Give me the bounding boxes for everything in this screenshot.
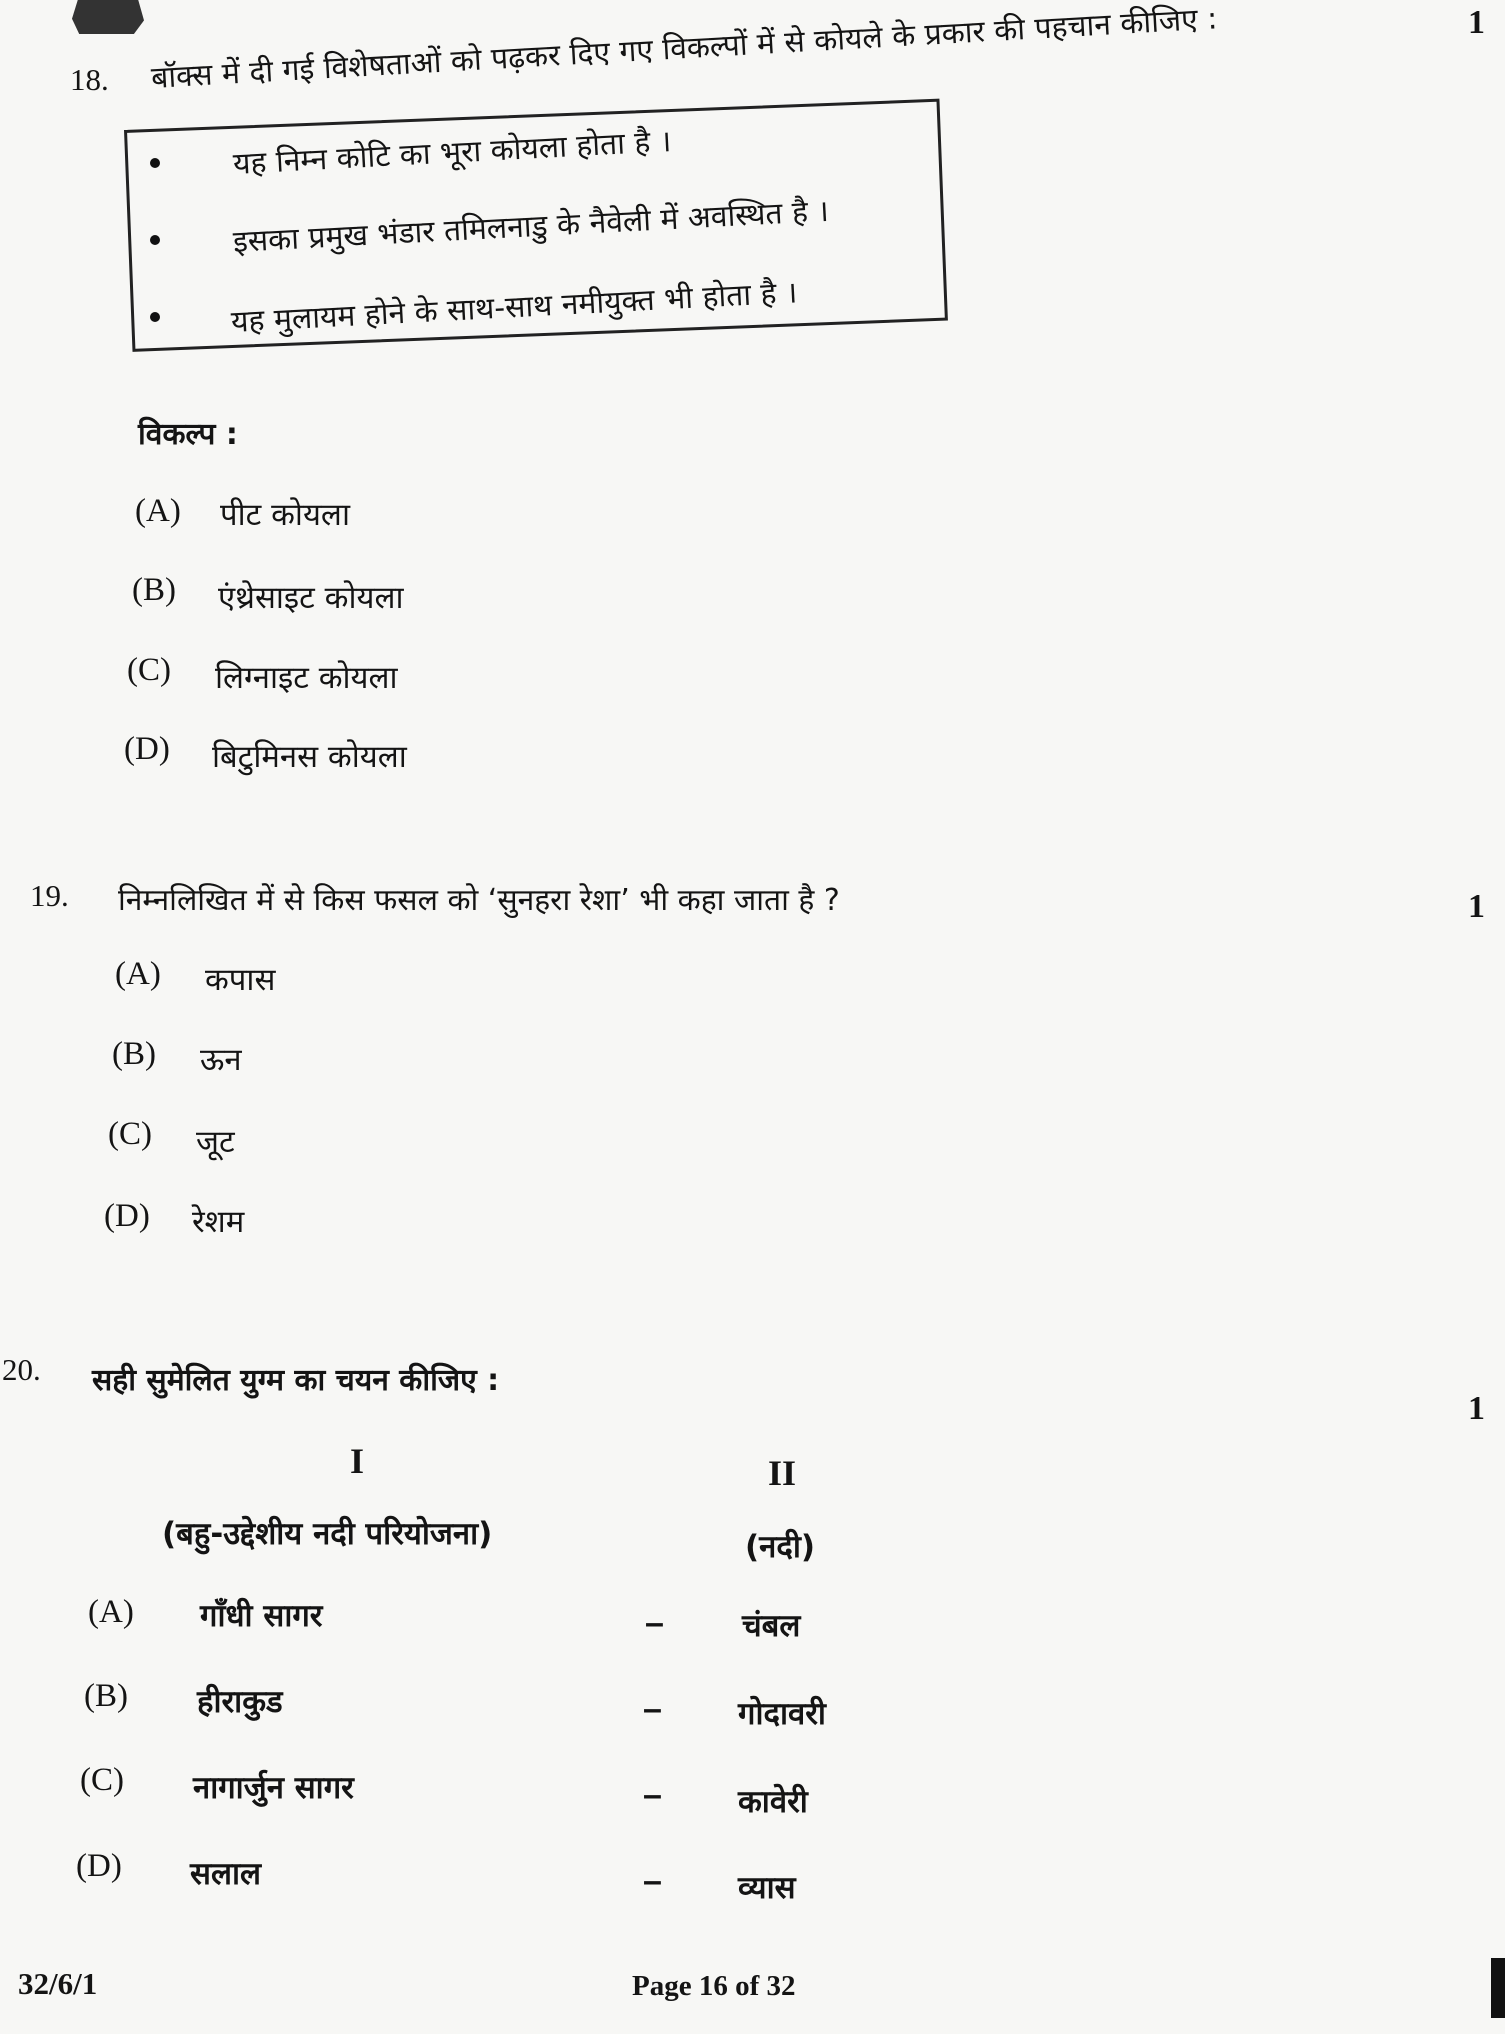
match-row-dash: – — [643, 1862, 662, 1900]
box-point: यह मुलायम होने के साथ-साथ नमीयुक्त भी होता है । — [230, 275, 799, 340]
column-2-heading: II — [768, 1453, 797, 1493]
question-marks: 1 — [1468, 1390, 1485, 1427]
question-number: 18. — [70, 62, 109, 97]
match-row-river: व्यास — [738, 1870, 796, 1906]
option-letter: (A) — [135, 493, 181, 529]
option-text: कपास — [205, 962, 276, 998]
question-text: निम्नलिखित में से किस फसल को ‘सुनहरा रेशा’ भी कहा जाता है ? — [118, 883, 840, 918]
bullet-icon — [150, 158, 160, 168]
option-letter: (A) — [115, 956, 161, 992]
question-marks: 1 — [1468, 4, 1485, 41]
page-number: Page 16 of 32 — [632, 1970, 796, 2002]
option-text: रेशम — [192, 1204, 245, 1240]
box-point: यह निम्न कोटि का भूरा कोयला होता है । — [232, 124, 673, 182]
paper-code: 32/6/1 — [18, 1966, 98, 2001]
option-text: पीट कोयला — [220, 497, 350, 533]
options-label: विकल्प : — [138, 417, 238, 452]
question-text: सही सुमेलित युग्म का चयन कीजिए : — [92, 1363, 500, 1398]
header-logo-icon — [72, 0, 144, 34]
option-letter: (B) — [132, 572, 176, 608]
question-number: 20. — [2, 1352, 41, 1387]
match-row-project: नागार्जुन सागर — [193, 1770, 354, 1806]
match-row-letter: (C) — [80, 1762, 124, 1798]
option-text: जूट — [196, 1124, 235, 1160]
option-letter: (B) — [112, 1036, 156, 1072]
match-row-river: गोदावरी — [738, 1696, 826, 1732]
column-1-subheading: (बहु-उद्देशीय नदी परियोजना) — [162, 1516, 493, 1552]
match-row-letter: (A) — [88, 1594, 134, 1630]
bullet-icon — [150, 312, 160, 322]
column-1-heading: I — [350, 1441, 365, 1481]
option-letter: (C) — [127, 652, 171, 688]
match-row-river: चंबल — [742, 1608, 801, 1644]
match-row-dash: – — [643, 1690, 662, 1728]
option-letter: (D) — [124, 731, 170, 767]
match-row-project: सलाल — [190, 1856, 262, 1892]
column-2-subheading: (नदी) — [745, 1529, 816, 1565]
option-text: एंथ्रेसाइट कोयला — [218, 580, 404, 616]
match-row-letter: (D) — [76, 1848, 122, 1884]
page-edge-mark — [1491, 1958, 1505, 2018]
option-text: बिटुमिनस कोयला — [212, 739, 407, 775]
match-row-letter: (B) — [84, 1678, 128, 1714]
match-row-project: गाँधी सागर — [200, 1598, 323, 1634]
bullet-icon — [150, 235, 160, 245]
option-letter: (C) — [108, 1116, 152, 1152]
option-text: लिग्नाइट कोयला — [215, 660, 398, 696]
question-marks: 1 — [1468, 888, 1485, 925]
match-row-river: कावेरी — [738, 1784, 808, 1820]
match-row-project: हीराकुड — [197, 1684, 283, 1720]
question-text: बॉक्स में दी गई विशेषताओं को पढ़कर दिए गए विकल्पों में से कोयले के प्रकार की पहचान कीजिए : — [150, 1, 1219, 96]
box-point: इसका प्रमुख भंडार तमिलनाडु के नैवेली में अवस्थित है । — [232, 193, 830, 260]
match-row-dash: – — [643, 1776, 662, 1814]
match-row-dash: – — [645, 1604, 664, 1642]
question-number: 19. — [30, 878, 69, 913]
option-text: ऊन — [200, 1042, 242, 1078]
option-letter: (D) — [104, 1198, 150, 1234]
